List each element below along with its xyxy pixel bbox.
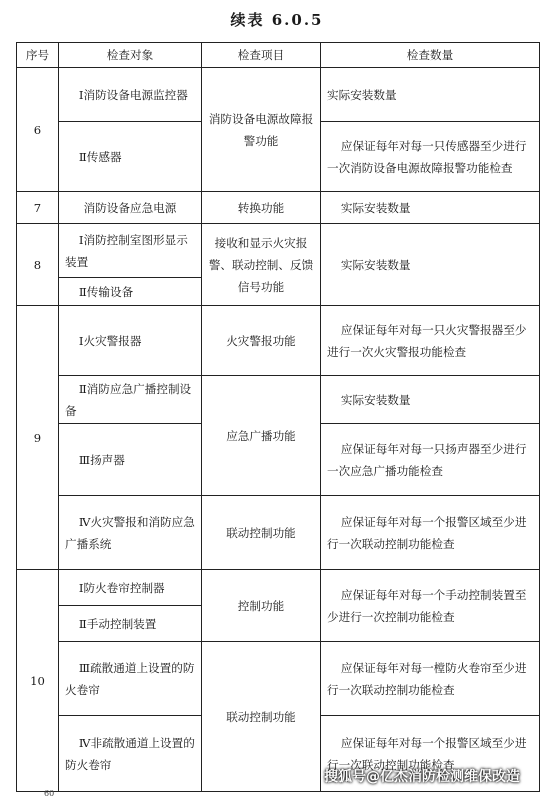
check-object: Ⅳ非疏散通道上设置的防火卷帘 [59, 716, 202, 792]
check-item: 火灾警报功能 [202, 306, 321, 376]
check-item: 接收和显示火灾报警、联动控制、反馈信号功能 [202, 224, 321, 306]
table-row [17, 642, 540, 716]
table-row [17, 306, 540, 376]
inspection-table [16, 42, 540, 792]
table-row [17, 496, 540, 570]
check-quantity: 应保证每年对每一只火灾警报器至少进行一次火灾警报功能检查 [321, 306, 540, 376]
check-object: Ⅱ传输设备 [59, 278, 202, 306]
page-number: 60 [44, 789, 55, 798]
table-title: 续表 6.0.5 [230, 11, 324, 29]
check-object: Ⅰ火灾警报器 [59, 306, 202, 376]
table-row [17, 68, 540, 122]
row-no: 7 [17, 192, 59, 224]
table-row [17, 376, 540, 424]
check-quantity: 实际安装数量 [321, 68, 540, 122]
header-object: 检查对象 [59, 43, 202, 68]
row-no: 8 [17, 224, 59, 306]
check-item: 转换功能 [202, 192, 321, 224]
check-object: Ⅲ扬声器 [59, 424, 202, 496]
table-row [17, 224, 540, 278]
check-object: Ⅰ防火卷帘控制器 [59, 570, 202, 606]
check-item: 消防设备电源故障报警功能 [202, 68, 321, 192]
check-item: 联动控制功能 [202, 496, 321, 570]
check-object: Ⅰ消防设备电源监控器 [59, 68, 202, 122]
check-quantity: 应保证每年对每一个手动控制装置至少进行一次控制功能检查 [321, 570, 540, 642]
check-object: 消防设备应急电源 [59, 192, 202, 224]
check-object: Ⅱ传感器 [59, 122, 202, 192]
header-quantity: 检查数量 [321, 43, 540, 68]
header-row [17, 43, 540, 68]
check-quantity: 实际安装数量 [321, 376, 540, 424]
check-quantity: 实际安装数量 [321, 192, 540, 224]
check-object: Ⅱ消防应急广播控制设备 [59, 376, 202, 424]
table-row [17, 570, 540, 606]
check-object: Ⅳ火灾警报和消防应急广播系统 [59, 496, 202, 570]
check-item: 控制功能 [202, 570, 321, 642]
check-quantity: 应保证每年对每一只扬声器至少进行一次应急广播功能检查 [321, 424, 540, 496]
header-item: 检查项目 [202, 43, 321, 68]
row-no: 9 [17, 306, 59, 570]
check-quantity: 实际安装数量 [321, 224, 540, 306]
check-quantity: 应保证每年对每一个报警区域至少进行一次联动控制功能检查 [321, 716, 540, 792]
check-object: Ⅰ消防控制室图形显示装置 [59, 224, 202, 278]
table-row [17, 192, 540, 224]
check-item: 联动控制功能 [202, 642, 321, 792]
check-item: 应急广播功能 [202, 376, 321, 496]
watermark: 搜狐号@亿杰消防检测维保改造 [324, 769, 520, 785]
check-quantity: 应保证每年对每一只传感器至少进行一次消防设备电源故障报警功能检查 [321, 122, 540, 192]
check-object: Ⅱ手动控制装置 [59, 606, 202, 642]
check-quantity: 应保证每年对每一樘防火卷帘至少进行一次联动控制功能检查 [321, 642, 540, 716]
check-object: Ⅲ疏散通道上设置的防火卷帘 [59, 642, 202, 716]
row-no: 6 [17, 68, 59, 192]
row-no: 10 [17, 570, 59, 792]
check-quantity: 应保证每年对每一个报警区域至少进行一次联动控制功能检查 [321, 496, 540, 570]
header-no: 序号 [17, 43, 59, 68]
